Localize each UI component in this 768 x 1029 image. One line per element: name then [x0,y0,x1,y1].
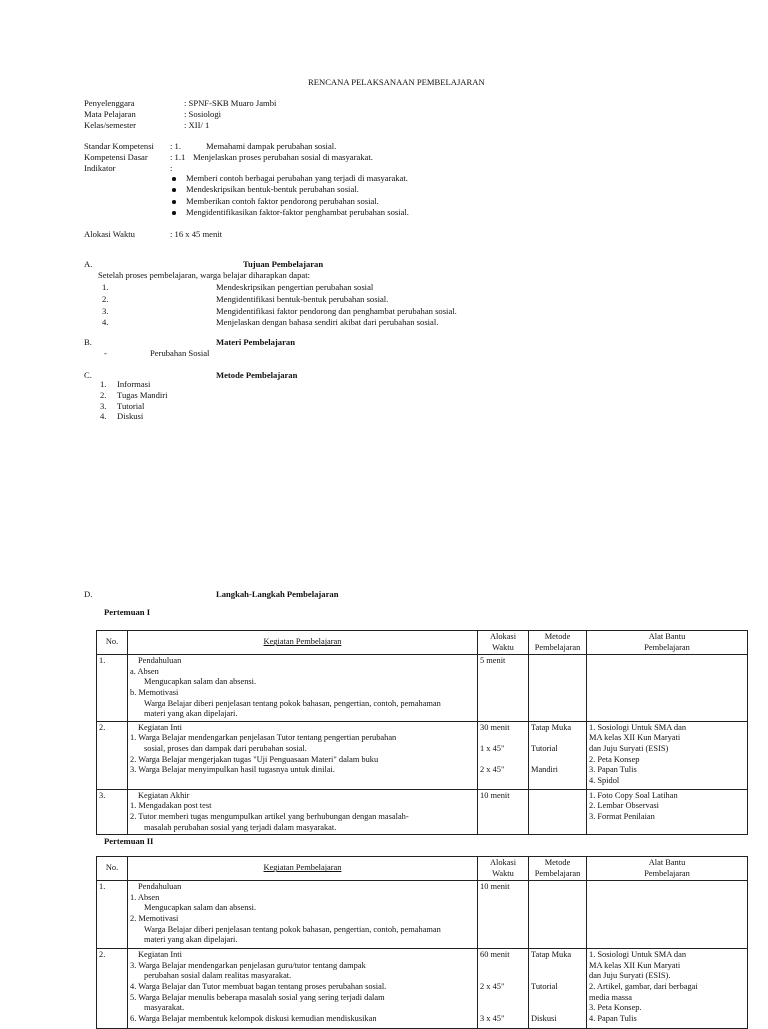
section-title: Tujuan Pembelajaran [243,259,324,269]
bullet-icon [172,188,176,192]
cell-alat [587,655,748,722]
section-letter: B. [84,337,92,347]
section-title: Materi Pembelajaran [216,337,295,347]
list-item: Tutorial [117,401,145,411]
list-dash: - [104,348,107,358]
cell-alat: 1. Foto Copy Soal Latihan 2. Lembar Observasi 3. Format Penilaian [587,789,748,834]
cell-alat: 1. Sosiologi Untuk SMA dan MA kelas XII Kun Maryati dan Juju Suryati (ESIS) 2. Peta Konsep 3. Papan Tulis 4. Spidol [587,721,748,789]
list-item: Mengidentifikasi faktor pendorong dan penghambat perubahan sosial. [216,306,457,316]
table-row [97,789,748,834]
list-number: 1. [100,379,107,389]
table-row [97,721,748,789]
cell-metode [529,881,587,949]
list-item: Informasi [117,379,151,389]
header-alat: Alat Bantu Pembelajaran [587,631,748,655]
list-item: Menjelaskan dengan bahasa sendiri akibat dari perubahan sosial. [216,317,439,327]
list-item: Diskusi [117,411,144,421]
section-title: Metode Pembelajaran [216,370,298,380]
table-header-row [97,631,748,655]
bullet-icon [172,177,176,181]
header-alokasi: Alokasi Waktu [478,631,529,655]
list-item: Perubahan Sosial [150,348,210,358]
section-letter: D. [84,589,93,599]
table-row [97,655,748,722]
cell-metode: Tatap Muka Tutorial Mandiri [529,721,587,789]
header-no: No. [97,857,128,881]
cell-metode [529,789,587,834]
header-alat: Alat Bantu Pembelajaran [587,857,748,881]
bullet-icon [172,200,176,204]
section-letter: A. [84,259,93,269]
cell-metode [529,655,587,722]
list-number: 4. [100,411,107,421]
indikator-colon: : [170,163,173,173]
cell-kegiatan: Pendahuluan a. Absen Mengucapkan salam dan absensi. b. Memotivasi Warga Belajar diberi penjelasan tentang pokok bahasan, pengertian, contoh, pemahaman materi yang akan dipelajari. [128,655,478,722]
sk-label: Standar Kompetensi [84,141,154,151]
header-no: No. [97,631,128,655]
header-kegiatan: Kegiatan Pembelajaran [128,857,478,881]
cell-no: 2. [97,721,128,789]
cell-alat: 1. Sosiologi Untuk SMA dan MA kelas XII Kun Maryati dan Juju Suryati (ESIS). 2. Artikel, gambar, dari berbagai media massa 3. Peta Konsep. 4. Papan Tulis [587,949,748,1029]
indikator-label: Indikator [84,163,116,173]
alokasi-label: Alokasi Waktu [84,229,135,239]
cell-waktu: 10 menit [478,881,529,949]
cell-no: 1. [97,655,128,722]
meeting2-table [96,856,748,1029]
identity-value: : Sosiologi [184,109,222,119]
header-kegiatan: Kegiatan Pembelajaran [128,631,478,655]
cell-alat [587,881,748,949]
meeting1-table [96,630,748,835]
cell-no: 1. [97,881,128,949]
cell-metode: Tatap Muka Tutorial Diskusi [529,949,587,1029]
indicator-item: Mendeskripsikan bentuk-bentuk perubahan sosial. [186,184,359,194]
identity-label: Kelas/semester [84,120,137,130]
list-number: 3. [102,306,109,316]
table-row [97,949,748,1029]
list-number: 2. [100,390,107,400]
list-number: 4. [102,317,109,327]
list-item: Mendeskripsikan pengertian perubahan sosial [216,282,374,292]
kd-num: : 1.1 [170,152,186,162]
header-metode: Metode Pembelajaran [529,631,587,655]
list-number: 1. [102,282,109,292]
cell-no: 2. [97,949,128,1029]
list-number: 2. [102,294,109,304]
section-title: Langkah-Langkah Pembelajaran [216,589,339,599]
identity-value: : SPNF-SKB Muaro Jambi [184,98,277,108]
table-row [97,881,748,949]
sk-num: : 1. [170,141,181,151]
list-item: Tugas Mandiri [117,390,168,400]
sk-text: Memahami dampak perubahan sosial. [206,141,337,151]
alokasi-value: : 16 x 45 menit [170,229,223,239]
cell-kegiatan: Kegiatan Inti 1. Warga Belajar mendengarkan penjelasan Tutor tentang pengertian perubahan sosial, proses dan dampak dari perubahan sosial. 2. Warga Belajar mengerjakan tugas "Uji Penguasaan Materi" dalam buku 3. Warga Belajar menyimpulkan hasil tugasnya untuk dinilai. [128,721,478,789]
header-alokasi: Alokasi Waktu [478,857,529,881]
section-intro: Setelah proses pembelajaran, warga belajar diharapkan dapat: [98,270,310,280]
identity-label: Penyelenggara [84,98,135,108]
indicator-item: Mengidentifikasikan faktor-faktor penghambat perubahan sosial. [186,207,409,217]
indicator-item: Memberikan contoh faktor pendorong perubahan sosial. [186,196,379,206]
list-number: 3. [100,401,107,411]
kd-label: Kompetensi Dasar [84,152,148,162]
cell-waktu: 10 menit [478,789,529,834]
kd-text: Menjelaskan proses perubahan sosial di masyarakat. [193,152,373,162]
table-header-row [97,857,748,881]
cell-kegiatan: Pendahuluan 1. Absen Mengucapkan salam dan absensi. 2. Memotivasi Warga Belajar diberi penjelasan tentang pokok bahasan, pengertian, contoh, pemahaman materi yang akan dipelajari. [128,881,478,949]
page-title: RENCANA PELAKSANAAN PEMBELAJARAN [308,77,485,87]
indicator-item: Memberi contoh berbagai perubahan yang terjadi di masyarakat. [186,173,408,183]
cell-no: 3. [97,789,128,834]
cell-waktu: 60 menit 2 x 45" 3 x 45" [478,949,529,1029]
cell-kegiatan: Kegiatan Inti 3. Warga Belajar mendengarkan penjelasan guru/tutor tentang dampak perubahan sosial dalam realitas masyarakat. 4. Warga Belajar dan Tutor membuat bagan tentang proses perubahan sosial. 5. Warga Belajar menulis beberapa masalah sosial yang sering terjadi dalam masyarakat. 6. Warga Belajar membentuk kelompok diskusi kemudian mendiskusikan [128,949,478,1029]
list-item: Mengidentifikasi bentuk-bentuk perubahan sosial. [216,294,389,304]
cell-waktu: 30 menit 1 x 45" 2 x 45" [478,721,529,789]
cell-waktu: 5 menit [478,655,529,722]
meeting-title: Pertemuan II [104,836,154,846]
cell-kegiatan: Kegiatan Akhir 1. Mengadakan post test 2. Tutor memberi tugas mengumpulkan artikel yang berhubungan dengan masalah- masalah perubahan sosial yang terjadi dalam masyarakat. [128,789,478,834]
bullet-icon [172,211,176,215]
meeting-title: Pertemuan I [104,607,151,617]
header-metode: Metode Pembelajaran [529,857,587,881]
identity-value: : XII/ 1 [184,120,210,130]
section-letter: C. [84,370,92,380]
identity-label: Mata Pelajaran [84,109,136,119]
